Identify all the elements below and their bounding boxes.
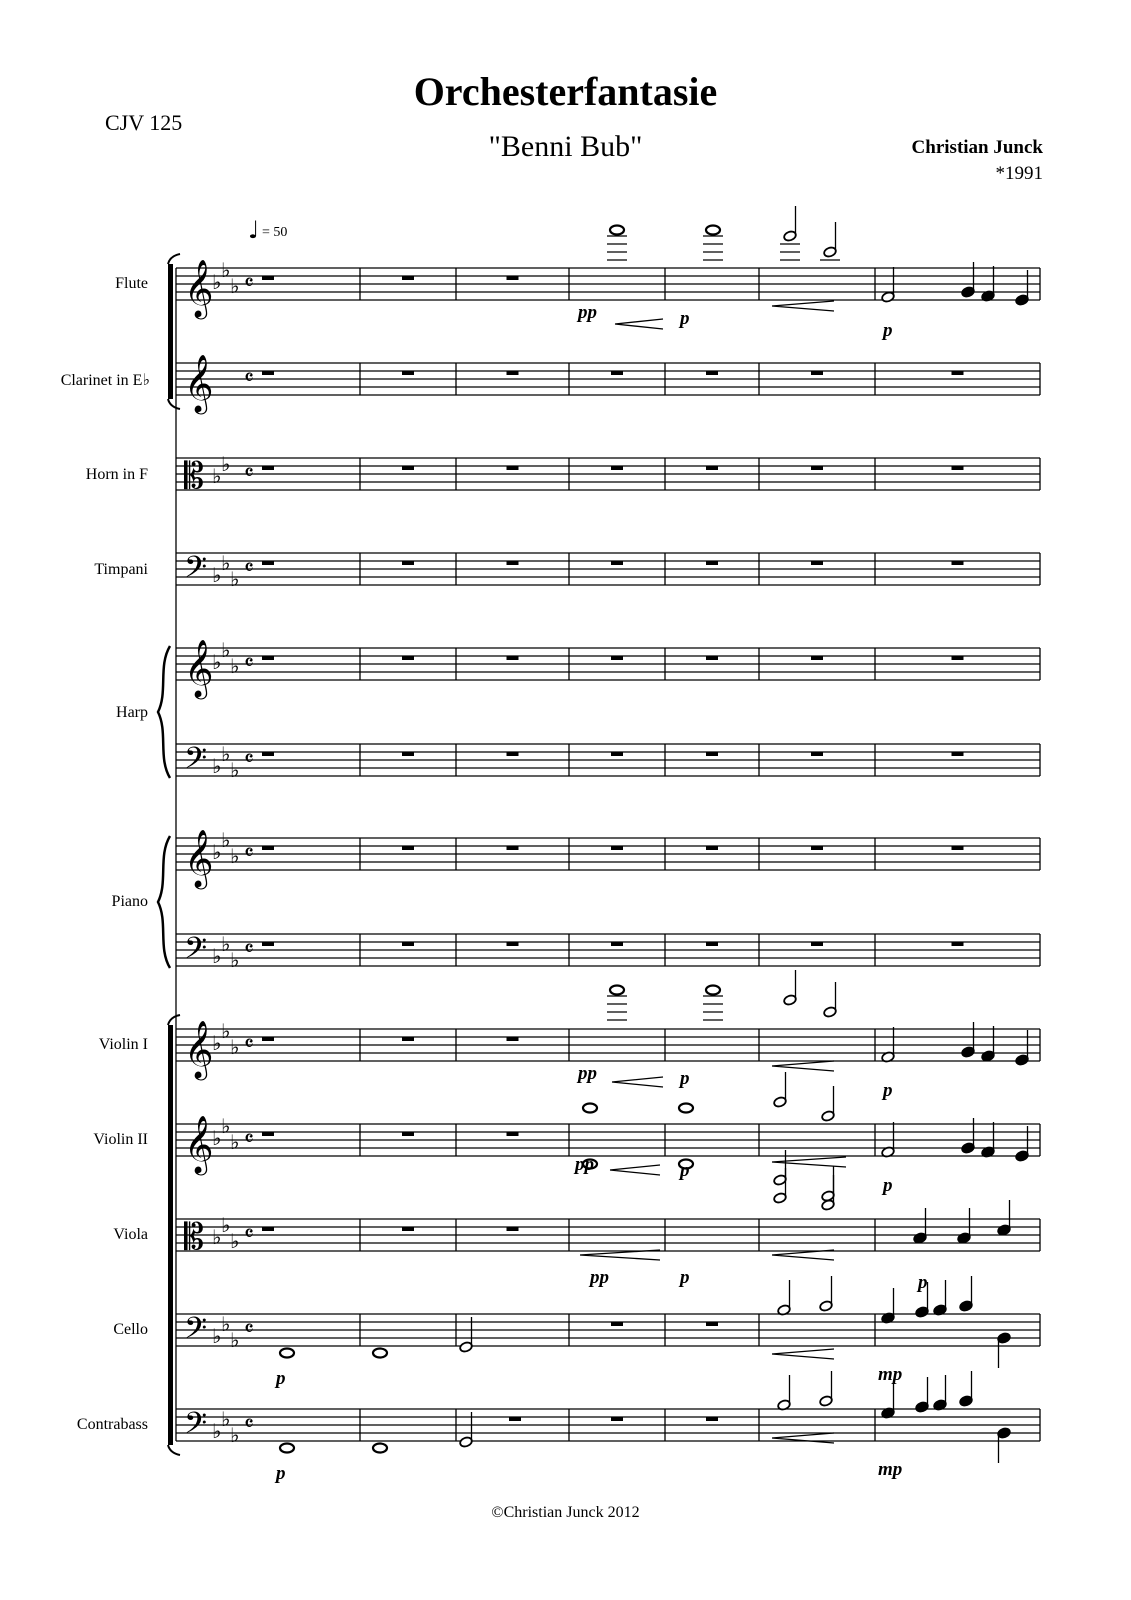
tempo-marking	[248, 216, 287, 244]
whole-rest	[262, 656, 274, 660]
whole-rest	[706, 371, 718, 375]
whole-rest	[507, 466, 519, 470]
whole-rest	[507, 1227, 519, 1231]
key-flat: ♭	[212, 563, 222, 587]
whole-rest	[402, 656, 414, 660]
instrument-label-violin-1: Violin I	[98, 1036, 148, 1053]
clef-alto: 𝄡	[184, 456, 205, 497]
whole-rest	[952, 846, 964, 850]
whole-rest	[811, 371, 823, 375]
key-flat: ♭	[212, 754, 222, 778]
key-flat: ♭	[212, 464, 222, 488]
bracket-winds	[168, 264, 173, 399]
dynamic-p: p	[680, 1160, 690, 1181]
whole-rest	[611, 846, 623, 850]
flute-high-note	[610, 226, 624, 235]
clef-bass: 𝄢	[184, 742, 208, 783]
crescendo-hairpin	[772, 301, 834, 311]
composer-dates: *1991	[995, 163, 1043, 184]
key-flat: ♭	[221, 1407, 231, 1431]
key-flat: ♭	[221, 551, 231, 575]
key-flat: ♭	[221, 742, 231, 766]
instrument-label-violin-2: Violin II	[93, 1131, 148, 1148]
measure-rests	[262, 276, 964, 1421]
clef-treble: 𝄞	[184, 1020, 214, 1078]
whole-rest	[262, 942, 274, 946]
key-flat: ♭	[212, 270, 222, 294]
time-signature: 𝄴	[244, 1317, 254, 1342]
clefs	[184, 258, 254, 1448]
whole-rest	[507, 656, 519, 660]
whole-rest	[402, 942, 414, 946]
bracket-strings-top	[168, 1015, 180, 1025]
time-signature: 𝄴	[244, 1412, 254, 1437]
whole-rest	[706, 466, 718, 470]
whole-rest	[507, 1037, 519, 1041]
whole-rest	[402, 466, 414, 470]
time-signature: 𝄴	[244, 937, 254, 962]
crescendo-hairpin	[772, 1349, 834, 1359]
key-flat: ♭	[212, 650, 222, 674]
whole-rest	[402, 1227, 414, 1231]
whole-rest	[706, 1417, 718, 1421]
dynamic-pp: pp	[578, 302, 597, 323]
clef-alto: 𝄡	[184, 1217, 205, 1258]
whole-rest	[611, 1417, 623, 1421]
time-signature: 𝄴	[244, 1127, 254, 1152]
whole-rest	[507, 561, 519, 565]
key-flat: ♭	[221, 258, 231, 282]
instrument-label-piano: Piano	[111, 893, 148, 910]
key-flat: ♭	[212, 840, 222, 864]
whole-rest	[952, 561, 964, 565]
whole-rest	[262, 276, 274, 280]
whole-rest	[952, 371, 964, 375]
time-signature: 𝄴	[244, 461, 254, 486]
dynamic-pp: pp	[590, 1267, 609, 1288]
whole-rest	[811, 752, 823, 756]
dynamic-p: p	[276, 1463, 286, 1484]
whole-rest	[402, 1037, 414, 1041]
clef-treble: 𝄞	[184, 639, 214, 697]
contrabass-low-note	[373, 1444, 387, 1453]
contrabass-low-note	[280, 1444, 294, 1453]
whole-rest	[706, 656, 718, 660]
key-flat: ♭	[230, 1229, 240, 1253]
whole-rest	[402, 1132, 414, 1136]
dynamic-p: p	[883, 1080, 893, 1101]
dynamic-p: p	[883, 320, 893, 341]
whole-rest	[952, 466, 964, 470]
key-flat: ♭	[230, 274, 240, 298]
clef-treble: 𝄞	[184, 259, 214, 317]
whole-rest	[611, 561, 623, 565]
whole-rest	[262, 561, 274, 565]
whole-rest	[706, 846, 718, 850]
whole-rest	[507, 1132, 519, 1136]
cello-low-note	[280, 1349, 294, 1358]
key-flat: ♭	[230, 567, 240, 591]
whole-rest	[811, 846, 823, 850]
instrument-label-flute: Flute	[115, 275, 148, 292]
violin1-high-note	[706, 986, 720, 995]
key-flat: ♭	[212, 944, 222, 968]
whole-rest	[262, 1227, 274, 1231]
instrument-label-cello: Cello	[113, 1321, 148, 1338]
instrument-label-clarinet: Clarinet in E♭	[60, 372, 150, 389]
violin1-divisi-note	[679, 1104, 693, 1113]
whole-rest	[402, 846, 414, 850]
violin1-divisi-note	[583, 1104, 597, 1113]
whole-rest	[811, 561, 823, 565]
catalog-number: CJV 125	[105, 110, 183, 135]
whole-rest	[611, 466, 623, 470]
whole-rest	[507, 752, 519, 756]
brace-piano	[158, 836, 170, 968]
whole-rest	[262, 1037, 274, 1041]
dynamic-p: p	[883, 1175, 893, 1196]
tempo-note: ♩	[248, 216, 260, 244]
crescendo-hairpin	[610, 1165, 660, 1175]
dynamic-p: p	[918, 1272, 928, 1293]
whole-rest	[402, 561, 414, 565]
tempo-value: = 50	[262, 225, 288, 240]
dynamic-p: p	[680, 1068, 690, 1089]
key-flat: ♭	[230, 1130, 240, 1154]
whole-rest	[262, 1132, 274, 1136]
crescendo-hairpin	[612, 1077, 663, 1087]
whole-rest	[811, 656, 823, 660]
dynamic-p: p	[276, 1368, 286, 1389]
time-signature: 𝄴	[244, 841, 254, 866]
key-flat: ♭	[230, 1423, 240, 1447]
whole-rest	[952, 942, 964, 946]
key-flat: ♭	[212, 1031, 222, 1055]
whole-rest	[611, 1322, 623, 1326]
instrument-label-viola: Viola	[113, 1226, 148, 1243]
whole-rest	[706, 1322, 718, 1326]
instrument-label-harp: Harp	[116, 704, 148, 721]
key-flat: ♭	[230, 1328, 240, 1352]
whole-rest	[706, 752, 718, 756]
cello-low-note	[373, 1349, 387, 1358]
key-flat: ♭	[212, 1126, 222, 1150]
dynamic-mp: mp	[878, 1364, 903, 1385]
instrument-label-contrabass: Contrabass	[76, 1416, 148, 1433]
whole-rest	[611, 942, 623, 946]
copyright-footer: ©Christian Junck 2012	[491, 1504, 640, 1521]
time-signature: 𝄴	[244, 747, 254, 772]
flute-high-note	[706, 226, 720, 235]
instrument-label-horn: Horn in F	[85, 466, 148, 483]
key-flat: ♭	[230, 758, 240, 782]
whole-rest	[262, 466, 274, 470]
clef-bass: 𝄢	[184, 1312, 208, 1353]
whole-rest	[611, 752, 623, 756]
time-signature: 𝄴	[244, 366, 254, 391]
bracket-strings-bottom	[168, 1445, 180, 1455]
clef-bass: 𝄢	[184, 1407, 208, 1448]
whole-rest	[706, 561, 718, 565]
time-signature: 𝄴	[244, 271, 254, 296]
crescendo-hairpin	[615, 319, 663, 329]
key-flat: ♭	[212, 1419, 222, 1443]
key-flat: ♭	[221, 828, 231, 852]
key-flat: ♭	[221, 452, 231, 476]
key-flat: ♭	[212, 1225, 222, 1249]
whole-rest	[507, 276, 519, 280]
clef-bass: 𝄢	[184, 551, 208, 592]
whole-rest	[262, 846, 274, 850]
whole-rest	[811, 466, 823, 470]
key-flat: ♭	[221, 638, 231, 662]
whole-rest	[262, 371, 274, 375]
crescendo-hairpin	[772, 1157, 846, 1167]
half-rest	[509, 1417, 521, 1421]
instrument-label-timpani: Timpani	[94, 561, 148, 578]
brace-harp	[158, 646, 170, 778]
key-flat: ♭	[221, 932, 231, 956]
key-flat: ♭	[221, 1213, 231, 1237]
bracket-winds-bottom	[168, 399, 180, 409]
whole-rest	[611, 371, 623, 375]
time-signature: 𝄴	[244, 651, 254, 676]
key-flat: ♭	[212, 1324, 222, 1348]
violin1-high-note	[610, 986, 624, 995]
time-signature: 𝄴	[244, 1032, 254, 1057]
clef-treble: 𝄞	[184, 829, 214, 887]
whole-rest	[507, 371, 519, 375]
dynamic-pp: pp	[575, 1154, 594, 1175]
whole-rest	[706, 942, 718, 946]
time-signature: 𝄴	[244, 1222, 254, 1247]
dynamic-p: p	[680, 1267, 690, 1288]
key-flat: ♭	[221, 1114, 231, 1138]
whole-rest	[402, 371, 414, 375]
whole-rest	[402, 276, 414, 280]
bracket-strings	[168, 1025, 173, 1445]
time-signature: 𝄴	[244, 556, 254, 581]
key-flat: ♭	[230, 948, 240, 972]
whole-rest	[811, 942, 823, 946]
key-flat: ♭	[221, 1019, 231, 1043]
staff-lines	[176, 268, 1040, 1441]
piece-title: Orchesterfantasie	[413, 69, 718, 114]
clef-treble: 𝄞	[184, 354, 214, 412]
bracket-winds-top	[168, 254, 180, 264]
key-flat: ♭	[221, 1312, 231, 1336]
key-flat: ♭	[230, 1035, 240, 1059]
key-flat: ♭	[230, 654, 240, 678]
crescendo-hairpin	[772, 1061, 834, 1071]
key-flat: ♭	[230, 844, 240, 868]
whole-rest	[402, 752, 414, 756]
dynamic-p: p	[680, 308, 690, 329]
whole-rest	[507, 846, 519, 850]
dynamic-pp: pp	[578, 1063, 597, 1084]
whole-rest	[952, 656, 964, 660]
whole-rest	[611, 656, 623, 660]
piece-subtitle: "Benni Bub"	[488, 130, 643, 163]
clef-treble: 𝄞	[184, 1115, 214, 1173]
whole-rest	[507, 942, 519, 946]
clef-bass: 𝄢	[184, 932, 208, 973]
composer-name: Christian Junck	[911, 137, 1043, 158]
dynamic-mp: mp	[878, 1459, 903, 1480]
whole-rest	[952, 752, 964, 756]
whole-rest	[262, 752, 274, 756]
